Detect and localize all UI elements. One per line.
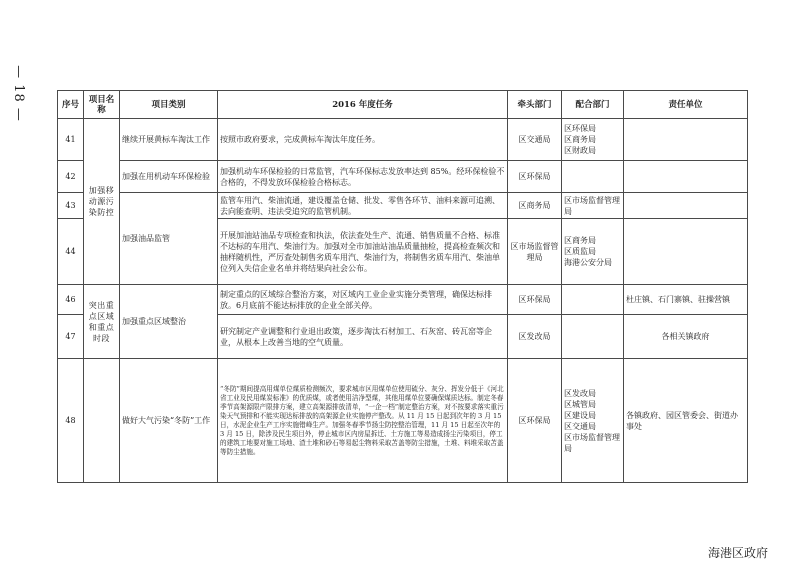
col-header-coop: 配合部门 — [562, 91, 624, 119]
row-category: 加强在用机动车环保检验 — [120, 161, 218, 193]
row-lead: 区发改局 — [508, 315, 562, 359]
row-category: 继续开展黄标车淘汰工作 — [120, 119, 218, 161]
project-group-key-areas: 突出重点区域和重点时段 — [84, 285, 120, 359]
row-lead: 区商务局 — [508, 193, 562, 219]
row-resp: 各镇政府、园区管委会、街道办事处 — [624, 359, 748, 483]
row-category: 加强油品监管 — [120, 193, 218, 285]
issuer-footer: 海港区政府 — [708, 546, 769, 560]
row-no: 48 — [58, 359, 84, 483]
col-header-resp: 责任单位 — [624, 91, 748, 119]
row-no: 44 — [58, 219, 84, 285]
row-resp — [624, 193, 748, 219]
row-no: 46 — [58, 285, 84, 315]
row-no: 47 — [58, 315, 84, 359]
row-resp — [624, 161, 748, 193]
tasks-table — [57, 90, 748, 483]
row-coop: 区发改局 区城管局 区建设局 区交通局 区市场监督管理局 — [562, 359, 624, 483]
page-number: — 18 — — [10, 64, 26, 122]
row-resp — [624, 219, 748, 285]
project-group-mobile: 加强移动源污染防控 — [84, 119, 120, 285]
row-no: 43 — [58, 193, 84, 219]
row-task: 加强机动车环保检验的日常监管，汽车环保标志发放率达到 85%。经环保检验不合格的，不得发放环保检验合格标志。 — [218, 161, 508, 193]
row-task: “冬防”期间提高用煤单位煤质检测频次，要求城市区用煤单位使用硫分、灰分、挥发分低于《河北省工业及民用煤炭标准》的优质煤，或者使用洁净型煤，其他用煤单位要确保煤质达标。制定冬春季节高架源限产限排方案，建立高架源排放清单，“一企一档”制定整治方案，对不按要求落实重污染天气预排和不能实现达标排放的高架源企业实施停产整改。从 11 月 15 日起到次年的 3 月 15 日，水泥企业生产工序实施错峰生产。加强冬春季节扬尘防控整治管理，11 月 15 日起至次年的 3 月 15 日，除涉及民生项目外，停止城市区内房屋拆迁、土方施工等易造成扬尘污染项目，停工的建筑工地要对施工场地、渣土堆和砂石等易起尘物料采取苫盖等防尘措施，土堆、料堆采取苫盖等防尘措施。 — [218, 359, 508, 483]
col-header-no: 序号 — [58, 91, 84, 119]
row-lead: 区交通局 — [508, 119, 562, 161]
row-task: 开展加油站油品专项检查和执法，依法查处生产、流通、销售质量不合格、标准不达标的车用汽、柴油行为。加强对全市加油站油品质量抽检，提高检查频次和抽样随机性，严厉查处制售劣质车用汽、柴油行为，将制售劣质车用汽、柴油单位列入失信企业名单并将结果向社会公布。 — [218, 219, 508, 285]
row-task: 研究制定产业调整和行业退出政策，逐步淘汰石材加工、石灰窑、砖瓦窑等企业，从根本上改善当地的空气质量。 — [218, 315, 508, 359]
table-header-row — [58, 91, 748, 119]
table-row — [58, 193, 748, 219]
row-coop — [562, 161, 624, 193]
row-lead: 区环保局 — [508, 285, 562, 315]
col-header-project: 项目名称 — [84, 91, 120, 119]
row-no: 42 — [58, 161, 84, 193]
row-resp — [624, 119, 748, 161]
row-category: 加强重点区域整治 — [120, 285, 218, 359]
row-coop — [562, 315, 624, 359]
row-coop: 区市场监督管理局 — [562, 193, 624, 219]
row-task: 制定重点的区域综合整治方案，对区域内工业企业实施分类管理，确保达标排放。6月底前不能达标排放的企业全部关停。 — [218, 285, 508, 315]
row-lead: 区环保局 — [508, 359, 562, 483]
col-header-lead: 牵头部门 — [508, 91, 562, 119]
row-task: 监管车用汽、柴油流通，建设覆盖仓储、批发、零售各环节、油料来源可追溯、去向能查明、违法受追究的监管机制。 — [218, 193, 508, 219]
table-row — [58, 359, 748, 483]
table-row — [58, 285, 748, 315]
table-row — [58, 161, 748, 193]
row-lead: 区市场监督管理局 — [508, 219, 562, 285]
row-resp: 杜庄镇、石门寨镇、驻操营镇 — [624, 285, 748, 315]
row-coop: 区环保局 区商务局 区财政局 — [562, 119, 624, 161]
row-coop: 区商务局 区质监局 海港公安分局 — [562, 219, 624, 285]
col-header-category: 项目类别 — [120, 91, 218, 119]
row-coop — [562, 285, 624, 315]
row-task: 按照市政府要求，完成黄标车淘汰年度任务。 — [218, 119, 508, 161]
row-lead: 区环保局 — [508, 161, 562, 193]
row-category: 做好大气污染“冬防”工作 — [120, 359, 218, 483]
col-header-task: 2016 年度任务 — [218, 91, 508, 119]
row-resp: 各相关镇政府 — [624, 315, 748, 359]
row-no: 41 — [58, 119, 84, 161]
row-project-empty — [84, 359, 120, 483]
table-row — [58, 119, 748, 161]
